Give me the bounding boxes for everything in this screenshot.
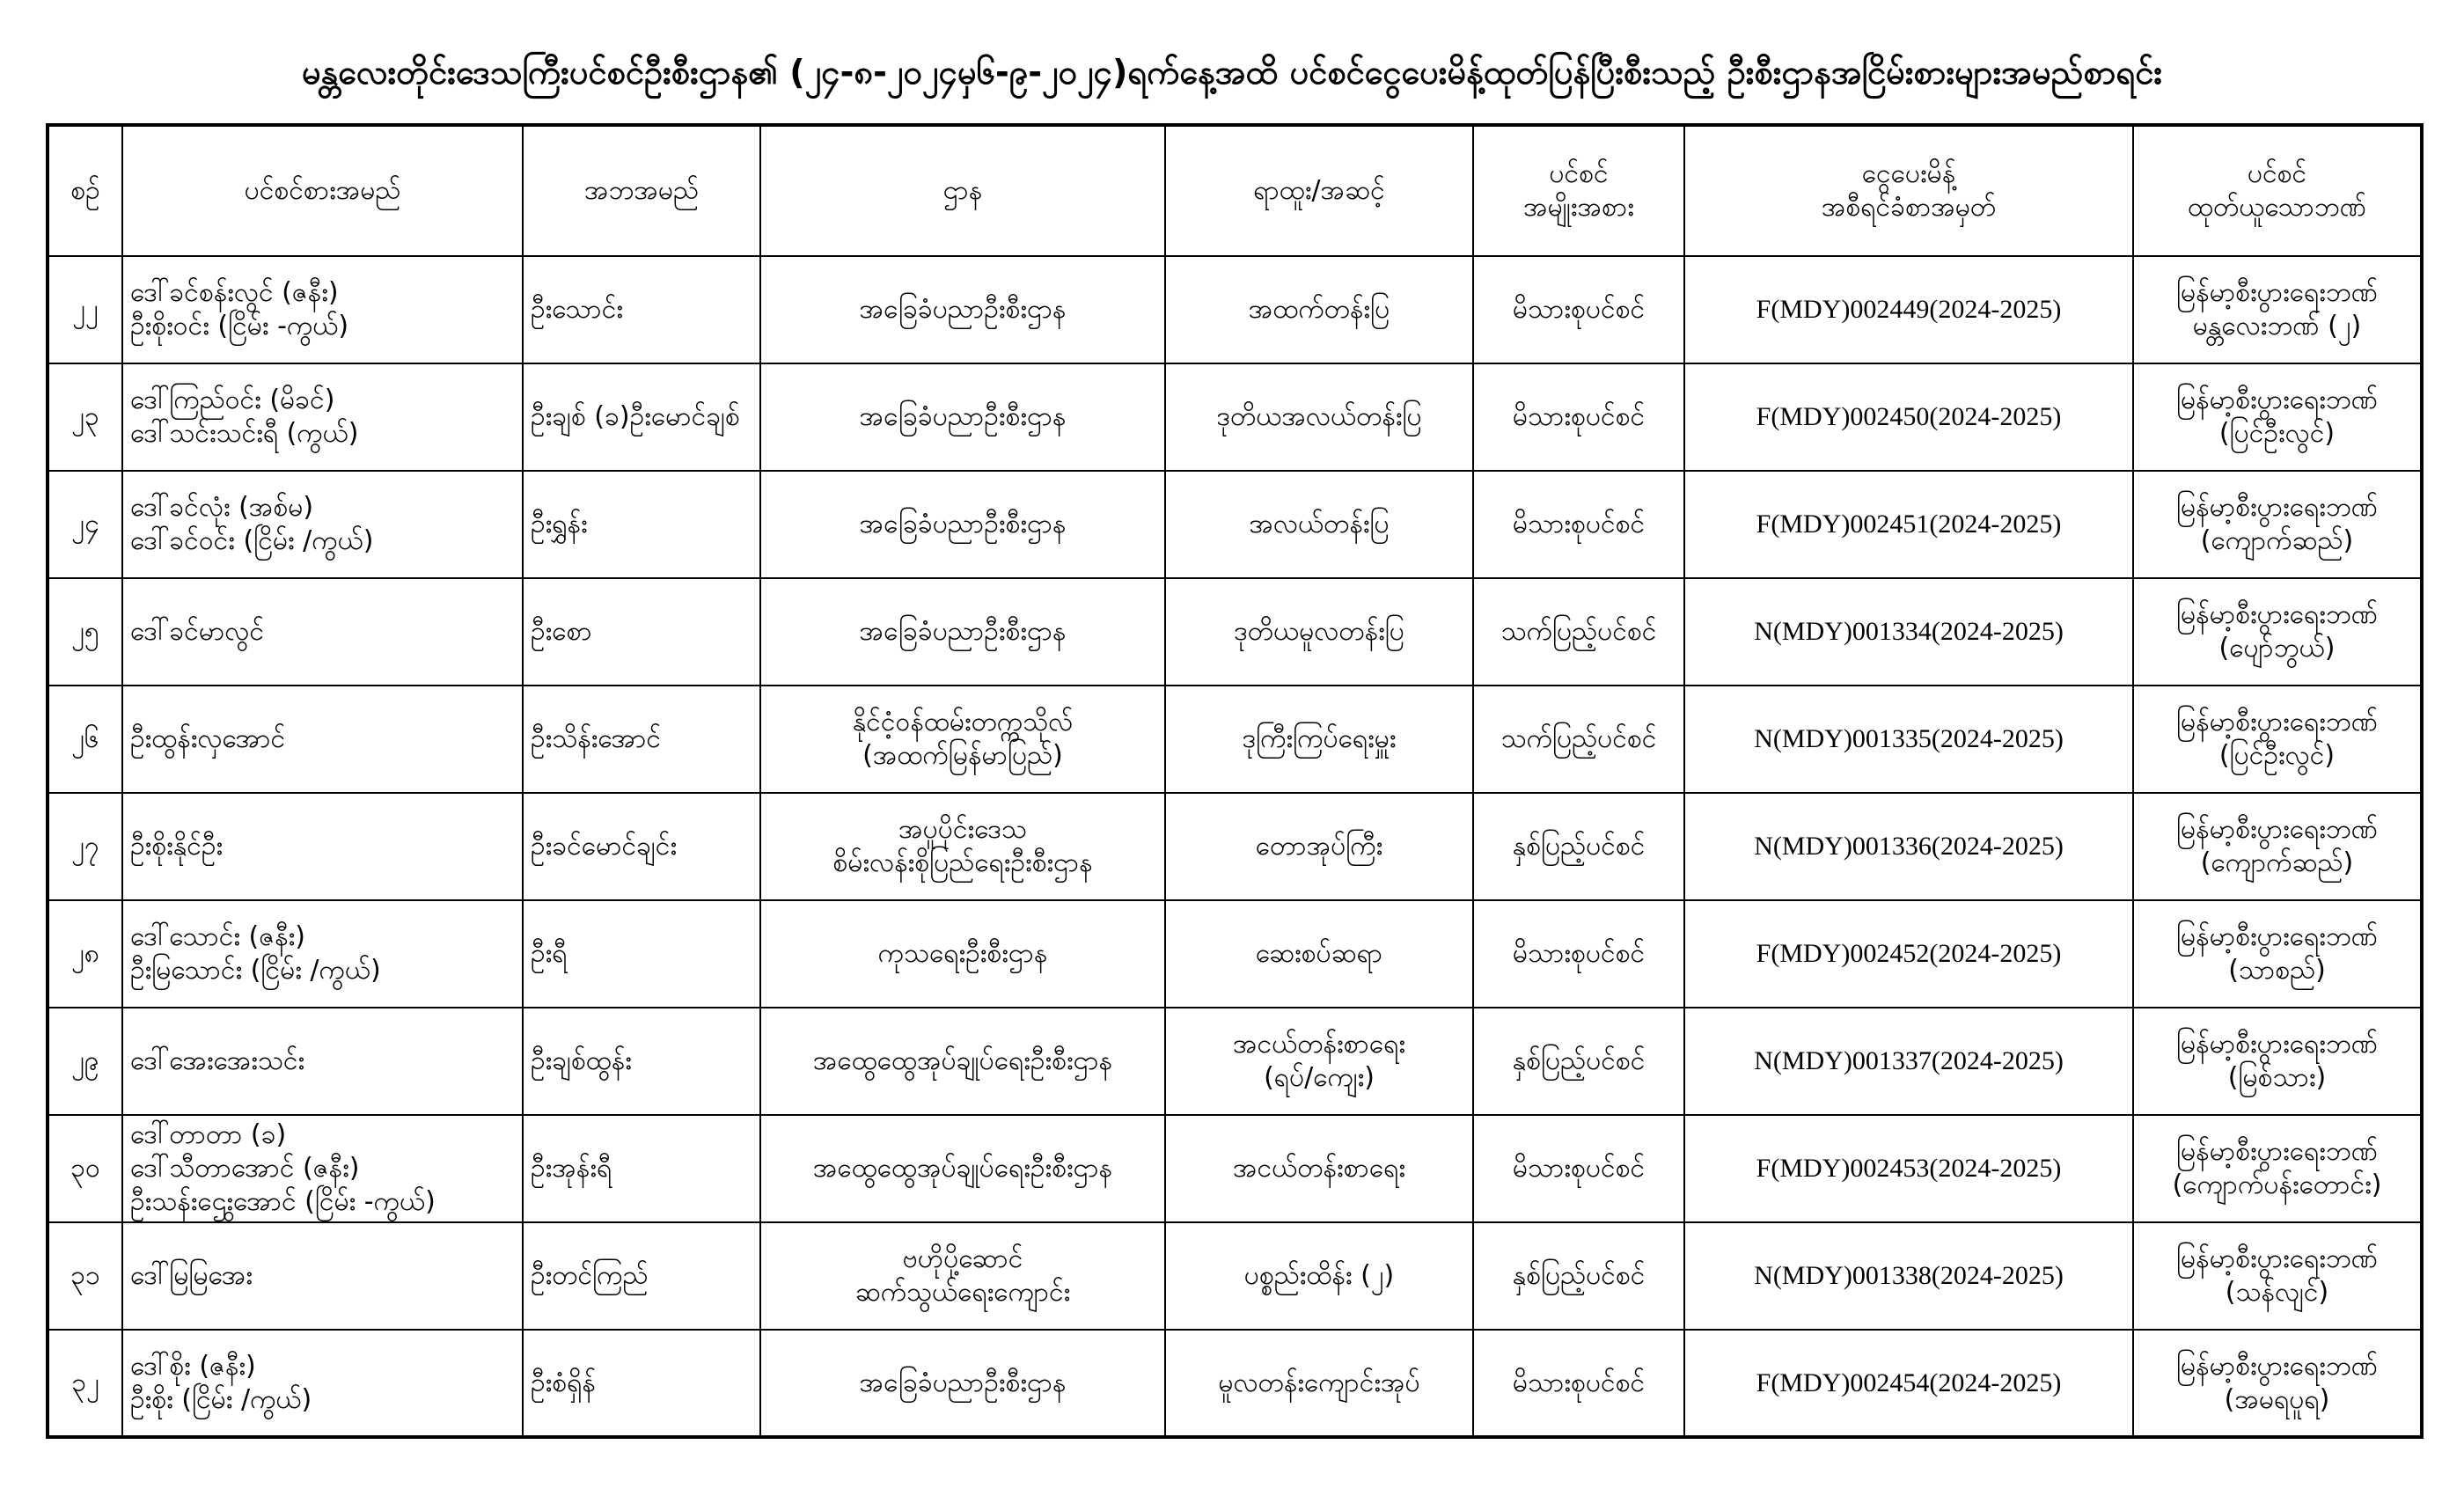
father-name: ဦးသောင်း (523, 256, 760, 363)
column-header-no (48, 125, 122, 256)
column-header-text: ရာထူး/အဆင့် (1253, 175, 1385, 206)
column-header-dept (760, 125, 1165, 256)
pension-type: နှစ်ပြည့်ပင်စင် (1473, 793, 1684, 900)
pension-type: သက်ပြည့်ပင်စင် (1473, 578, 1684, 686)
table-row (48, 256, 2422, 363)
paying-bank-line: မြန်မာ့စီးပွားရေးဘဏ် (2176, 921, 2378, 952)
table-row (48, 363, 2422, 471)
payment-order-number: N(MDY)001336(2024-2025) (1684, 793, 2133, 900)
pension-type: မိသားစုပင်စင် (1473, 256, 1684, 363)
position-rank-line: အငယ်တန်းစာရေး (1233, 1029, 1405, 1060)
father-name: ဦးရီ (523, 900, 760, 1008)
pensioner-name (122, 471, 523, 578)
column-header-text: ပင်စင် (2247, 158, 2307, 189)
paying-bank-line: မန္တလေးဘဏ် (၂) (2192, 311, 2362, 341)
department-line: အခြေခံပညာဦးစီးဌာန (859, 401, 1067, 432)
column-header-text: ပင်စင်စားအမည် (244, 175, 401, 206)
paying-bank-line: (မြစ်သား) (2227, 1062, 2327, 1093)
row-number: ၂၂ (48, 256, 122, 363)
paying-bank-line: (ကျောက်ဆည်) (2200, 847, 2354, 878)
pensioner-name-line: ဒေါ်ခင်စန်းလွင် (ဇနီး) (130, 277, 339, 308)
table-row (48, 686, 2422, 793)
row-number: ၂၉ (48, 1008, 122, 1115)
table-row (48, 578, 2422, 686)
position-rank (1165, 256, 1473, 363)
position-rank (1165, 1222, 1473, 1330)
row-number: ၃၂ (48, 1330, 122, 1437)
table-row (48, 900, 2422, 1008)
paying-bank-line: (ပြင်ဦးလွင်) (2218, 418, 2336, 449)
paying-bank-line: (ကျောက်ဆည်) (2200, 525, 2354, 556)
pension-type: မိသားစုပင်စင် (1473, 900, 1684, 1008)
column-header-issuer (2133, 125, 2422, 256)
position-rank (1165, 793, 1473, 900)
department-line: အခြေခံပညာဦးစီးဌာန (859, 294, 1067, 325)
row-number: ၃၁ (48, 1222, 122, 1330)
department-line: အပူပိုင်းဒေသ (898, 814, 1027, 845)
pensioner-name-line: ဒေါ်သောင်း (ဇနီး) (130, 921, 305, 952)
paying-bank-line: (သန်လျင်) (2225, 1277, 2329, 1308)
payment-order-number: N(MDY)001335(2024-2025) (1684, 686, 2133, 793)
position-rank (1165, 578, 1473, 686)
paying-bank (2133, 686, 2422, 793)
pension-type: မိသားစုပင်စင် (1473, 1330, 1684, 1437)
paying-bank (2133, 363, 2422, 471)
pensioner-name-line: ဒေါ်သီတာအောင် (ဇနီး) (130, 1153, 360, 1184)
paying-bank-line: မြန်မာ့စီးပွားရေးဘဏ် (2176, 1136, 2378, 1167)
column-header-position (1165, 125, 1473, 256)
paying-bank (2133, 1115, 2422, 1222)
column-header-text: ပင်စင် (1549, 158, 1609, 189)
pensioner-name (122, 1330, 523, 1437)
row-number: ၃၀ (48, 1115, 122, 1222)
paying-bank-line: မြန်မာ့စီးပွားရေးဘဏ် (2176, 1350, 2378, 1382)
paying-bank (2133, 900, 2422, 1008)
payment-order-number: N(MDY)001338(2024-2025) (1684, 1222, 2133, 1330)
position-rank-line: ဒုတိယမူလတန်းပြ (1234, 616, 1404, 647)
father-name: ဦးရွှန်း (523, 471, 760, 578)
pensioner-name-line: ဦးစိုးနိုင်ဦး (130, 831, 224, 862)
pensioner-name-line: ဦးစိုး (ငြိမ်း /ကွယ်) (130, 1383, 312, 1415)
column-header-text: ဌာန (942, 175, 983, 206)
page-title: မန္တလေးတိုင်းဒေသကြီးပင်စင်ဦးစီးဌာန၏ (၂၄-၈-၂၀၂၄မှ၆-၉-၂၀၂၄)ရက်နေ့အထိ ပင်စင်ငွေပေးမိန့်ထုတ်ပြန်ပြီးစီးသည့် ဦးစီးဌာနအငြိမ်းစားများအမည်စာရင်း (301, 53, 2163, 92)
paying-bank-line: (ပျော်ဘွယ်) (2218, 633, 2336, 664)
pensioner-name-line: ဒေါ်မြမြအေး (130, 1260, 253, 1291)
paying-bank (2133, 578, 2422, 686)
department (760, 256, 1165, 363)
pensioner-name (122, 900, 523, 1008)
table-row (48, 471, 2422, 578)
department-line: အခြေခံပညာဦးစီးဌာန (859, 1367, 1067, 1398)
position-rank (1165, 900, 1473, 1008)
pensioner-name-line: ဒေါ်ကြည်ဝင်း (မိခင်) (130, 385, 335, 415)
department (760, 793, 1165, 900)
paying-bank-line: (ကျောက်ပန်းတောင်း) (2172, 1170, 2382, 1200)
payment-order-number: N(MDY)001337(2024-2025) (1684, 1008, 2133, 1115)
paying-bank-line: မြန်မာ့စီးပွားရေးဘဏ် (2176, 1029, 2378, 1060)
row-number: ၂၇ (48, 793, 122, 900)
pensioner-name (122, 793, 523, 900)
position-rank-line: ဒုတိယအလယ်တန်းပြ (1216, 401, 1422, 432)
pension-type: နှစ်ပြည့်ပင်စင် (1473, 1008, 1684, 1115)
pension-type: မိသားစုပင်စင် (1473, 471, 1684, 578)
position-rank-line: ပစ္စည်းထိန်း (၂) (1243, 1260, 1395, 1291)
father-name: ဦးသိန်းအောင် (523, 686, 760, 793)
paying-bank (2133, 1008, 2422, 1115)
table-row (48, 793, 2422, 900)
paying-bank (2133, 256, 2422, 363)
father-name: ဦးစံရှိန် (523, 1330, 760, 1437)
department (760, 363, 1165, 471)
department (760, 578, 1165, 686)
department-line: နိုင်ငံ့ဝန်ထမ်းတက္ကသိုလ် (852, 707, 1074, 737)
pensioner-name-line: ဒေါ်တာတာ (ခ) (130, 1119, 287, 1150)
payment-order-number: N(MDY)001334(2024-2025) (1684, 578, 2133, 686)
pension-type: နှစ်ပြည့်ပင်စင် (1473, 1222, 1684, 1330)
pensioner-name (122, 256, 523, 363)
column-header-text: အမျိုးအစား (1523, 192, 1634, 223)
pensioner-name-line: ဒေါ်ခင်ဝင်း (ငြိမ်း /ကွယ်) (130, 525, 374, 556)
row-number: ၂၄ (48, 471, 122, 578)
column-header-text: အစီရင်ခံစာအမှတ် (1821, 192, 1997, 223)
table-row (48, 1330, 2422, 1437)
department (760, 1115, 1165, 1222)
pensioner-name-line: ဦးမြသောင်း (ငြိမ်း /ကွယ်) (130, 955, 381, 986)
pensioner-name (122, 1222, 523, 1330)
paying-bank-line: (သာစည်) (2228, 955, 2326, 986)
column-header-name (122, 125, 523, 256)
department-line: ဗဟိုပို့ဆောင် (902, 1243, 1023, 1274)
column-header-text: စဉ် (70, 175, 100, 206)
pensioner-name (122, 686, 523, 793)
table-body (48, 256, 2422, 1437)
paying-bank-line: မြန်မာ့စီးပွားရေးဘဏ် (2176, 277, 2378, 308)
table-row (48, 1008, 2422, 1115)
paying-bank-line: မြန်မာ့စီးပွားရေးဘဏ် (2176, 707, 2378, 737)
department (760, 686, 1165, 793)
department-line: အခြေခံပညာဦးစီးဌာန (859, 616, 1067, 647)
pensioner-name-line: ဦးထွန်းလှအောင် (130, 723, 286, 754)
position-rank (1165, 1008, 1473, 1115)
department (760, 1330, 1165, 1437)
payment-order-number: F(MDY)002453(2024-2025) (1684, 1115, 2133, 1222)
column-header-father (523, 125, 760, 256)
department-line: ကုသရေးဦးစီးဌာန (877, 938, 1048, 969)
position-rank-line: အလယ်တန်းပြ (1249, 509, 1390, 539)
table-row (48, 1222, 2422, 1330)
paying-bank-line: မြန်မာ့စီးပွားရေးဘဏ် (2176, 814, 2378, 845)
department-line: အထွေထွေအုပ်ချုပ်ရေးဦးစီးဌာန (812, 1045, 1113, 1076)
paying-bank (2133, 1222, 2422, 1330)
paying-bank (2133, 1330, 2422, 1437)
row-number: ၂၃ (48, 363, 122, 471)
position-rank (1165, 363, 1473, 471)
paying-bank-line: မြန်မာ့စီးပွားရေးဘဏ် (2176, 385, 2378, 415)
row-number: ၂၈ (48, 900, 122, 1008)
column-header-text: အဘအမည် (583, 175, 700, 206)
payment-order-number: F(MDY)002454(2024-2025) (1684, 1330, 2133, 1437)
pensioner-name (122, 363, 523, 471)
paying-bank-line: မြန်မာ့စီးပွားရေးဘဏ် (2176, 492, 2378, 523)
department (760, 900, 1165, 1008)
pensioner-name-line: ဦးစိုးဝင်း (ငြိမ်း -ကွယ်) (130, 311, 349, 341)
position-rank-line: အငယ်တန်းစာရေး (1233, 1153, 1405, 1184)
position-rank (1165, 1330, 1473, 1437)
paying-bank-line: (အမရပူရ) (2224, 1383, 2330, 1415)
position-rank-line: ဆေးစပ်ဆရာ (1255, 938, 1383, 969)
position-rank-line: (ရပ်/ကျေး) (1264, 1062, 1375, 1093)
pension-type: သက်ပြည့်ပင်စင် (1473, 686, 1684, 793)
pension-type: မိသားစုပင်စင် (1473, 1115, 1684, 1222)
father-name: ဦးတင်ကြည် (523, 1222, 760, 1330)
paying-bank-line: မြန်မာ့စီးပွားရေးဘဏ် (2176, 599, 2378, 630)
position-rank (1165, 686, 1473, 793)
position-rank (1165, 1115, 1473, 1222)
pensioner-name (122, 578, 523, 686)
pensioner-name (122, 1115, 523, 1222)
department (760, 1222, 1165, 1330)
header-row (48, 125, 2422, 256)
department (760, 1008, 1165, 1115)
position-rank (1165, 471, 1473, 578)
position-rank-line: တောအုပ်ကြီး (1255, 831, 1383, 862)
department-line: စိမ်းလန်းစိုပြည်ရေးဦးစီးဌာန (832, 847, 1093, 878)
position-rank-line: ဒုကြီးကြပ်ရေးမှူး (1242, 723, 1397, 754)
pensioner-name-line: ဒေါ်အေးအေးသင်း (130, 1045, 305, 1076)
position-rank-line: မူလတန်းကျောင်းအုပ် (1218, 1367, 1420, 1398)
row-number: ၂၆ (48, 686, 122, 793)
pensioner-name-line: ဒေါ်ခင်မာလွင် (130, 616, 265, 647)
father-name: ဦးချစ်ထွန်း (523, 1008, 760, 1115)
pensioner-name-line: ဒေါ်ခင်လုံး (အစ်မ) (130, 492, 314, 523)
position-rank-line: အထက်တန်းပြ (1248, 294, 1390, 325)
table-row (48, 1115, 2422, 1222)
department (760, 471, 1165, 578)
pensioner-name (122, 1008, 523, 1115)
payment-order-number: F(MDY)002449(2024-2025) (1684, 256, 2133, 363)
column-header-reg (1684, 125, 2133, 256)
column-header-text: ငွေပေးမိန့် (1861, 158, 1956, 189)
payment-order-number: F(MDY)002451(2024-2025) (1684, 471, 2133, 578)
paying-bank (2133, 471, 2422, 578)
pension-type: မိသားစုပင်စင် (1473, 363, 1684, 471)
payment-order-number: F(MDY)002450(2024-2025) (1684, 363, 2133, 471)
department-line: အထွေထွေအုပ်ချုပ်ရေးဦးစီးဌာန (812, 1153, 1113, 1184)
department-line: (အထက်မြန်မာပြည်) (862, 740, 1063, 771)
father-name: ဦးခင်မောင်ချင်း (523, 793, 760, 900)
department-line: ဆက်သွယ်ရေးကျောင်း (854, 1277, 1071, 1308)
paying-bank-line: မြန်မာ့စီးပွားရေးဘဏ် (2176, 1243, 2378, 1274)
payment-order-number: F(MDY)002452(2024-2025) (1684, 900, 2133, 1008)
pensioner-name-line: ဦးသန်းဌွေးအောင် (ငြိမ်း -ကွယ်) (130, 1186, 436, 1217)
pensioner-name-line: ဒေါ်စိုး (ဇနီး) (130, 1350, 256, 1382)
father-name: ဦးစော (523, 578, 760, 686)
father-name: ဦးအုန်းရီ (523, 1115, 760, 1222)
column-header-type (1473, 125, 1684, 256)
paying-bank-line: (ပြင်ဦးလွင်) (2218, 740, 2336, 771)
father-name: ဦးချစ် (ခ)ဦးမောင်ချစ် (523, 363, 760, 471)
pensioner-name-line: ဒေါ်သင်းသင်းရီ (ကွယ်) (130, 418, 359, 449)
row-number: ၂၅ (48, 578, 122, 686)
department-line: အခြေခံပညာဦးစီးဌာန (859, 509, 1067, 539)
paying-bank (2133, 793, 2422, 900)
pension-table (46, 123, 2424, 1439)
column-header-text: ထုတ်ယူသောဘဏ် (2188, 192, 2366, 223)
